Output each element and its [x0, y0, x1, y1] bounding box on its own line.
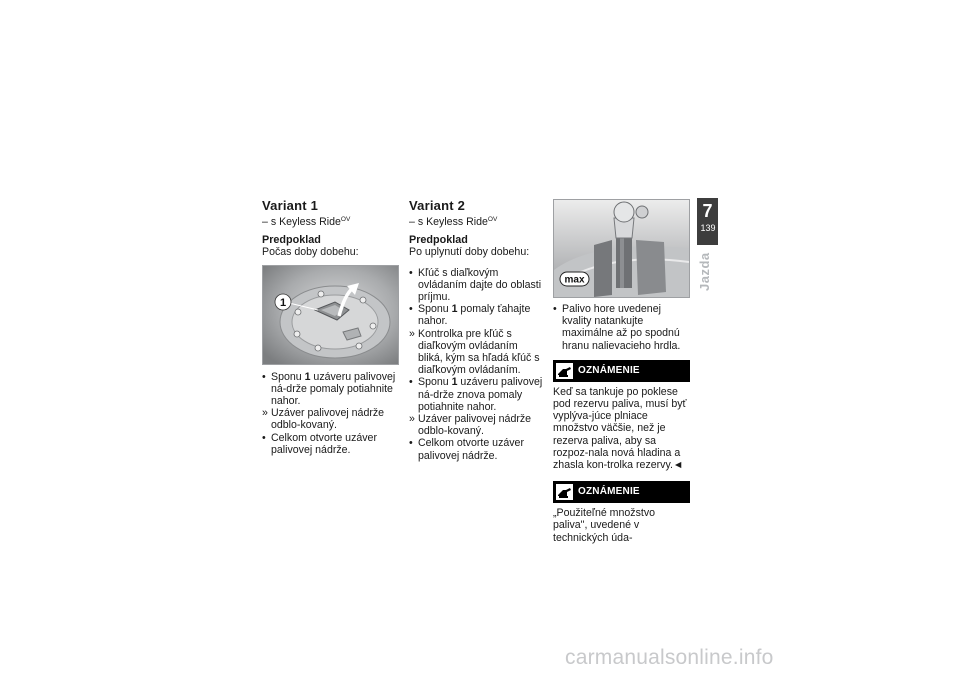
notice-banner-1: [553, 360, 690, 382]
column-refuel: [553, 199, 690, 544]
notice-hand-icon: [556, 363, 573, 379]
variant-2-subtitle: – s Keyless Ride$^{OV}$: [409, 216, 498, 228]
variant-2-step: • Kľúč s diaľkovým ovládaním dajte do oblasti príjmu.: [409, 266, 542, 304]
variant-2-step: • Celkom otvorte uzáver palivovej nádrže.: [409, 437, 524, 462]
variant-2-step: • Sponu 1 uzáveru palivovej ná-drže znova pomaly potiahnite nahor.: [409, 376, 543, 413]
variant-1-step: • Celkom otvorte uzáver palivovej nádrže.: [262, 431, 377, 456]
variant-1-subtitle: – s Keyless Ride$^{OV}$: [262, 216, 351, 228]
notice-banner-2: [553, 481, 690, 503]
notice-2-text: „Použiteľné množstvo paliva", uvedené v technických úda-: [553, 507, 656, 544]
notice-1-text: Keď sa tankuje po poklese pod rezervu paliva, musí byť vyplýva-júce plniace množstvo väčšie, než je rezerva paliva, aby sa rozpoz-nala nová hladina a zhasla kon-trolka rezervy.◄: [553, 385, 687, 472]
variant-2-step: • Sponu 1 pomaly ťahajte nahor.: [409, 303, 531, 328]
variant-1-prerequisite-text: Počas doby dobehu:: [262, 246, 359, 259]
variant-1-step: » Uzáver palivovej nádrže odblo-kovaný.: [262, 407, 385, 432]
callout-1: 1: [279, 296, 287, 309]
chapter-tab: [697, 198, 718, 245]
watermark: carmanualsonline.info: [565, 646, 774, 669]
variant-2-step: » Uzáver palivovej nádrže odblo-kovaný.: [409, 413, 532, 438]
chapter-name: Jazda: [697, 252, 712, 291]
notice-label: OZNÁMENIE: [578, 364, 640, 376]
variant-2-step: » Kontrolka pre kľúč s diaľkovým ovládaním bliká, kým sa hľadá kľúč s diaľkovým ovládaním.: [409, 327, 540, 377]
variant-2-prerequisite-heading: Predpoklad: [409, 234, 468, 247]
variant-1-step: • Sponu 1 uzáveru palivovej ná-drže pomaly potiahnite nahor.: [262, 370, 396, 408]
variant-2-title: Variant 2: [409, 198, 465, 213]
column-variant-2: [409, 198, 545, 462]
refuel-step: • Palivo hore uvedenej kvality natankujte maximálne až po spodnú hranu nalievacieho hrdla.: [553, 303, 681, 352]
variant-2-prerequisite-text: Po uplynutí doby dobehu:: [409, 246, 530, 259]
fuel-filler-photo: [553, 199, 690, 298]
chapter-number: 7: [702, 201, 713, 221]
column-variant-1: [262, 198, 399, 456]
fuel-cap-photo: [262, 265, 399, 365]
variant-1-title: Variant 1: [262, 198, 318, 213]
max-label: max: [564, 274, 585, 286]
page-number: 139: [700, 223, 716, 233]
notice-hand-icon: [556, 484, 573, 500]
variant-1-prerequisite-heading: Predpoklad: [262, 234, 321, 247]
notice-label: OZNÁMENIE: [578, 486, 640, 498]
